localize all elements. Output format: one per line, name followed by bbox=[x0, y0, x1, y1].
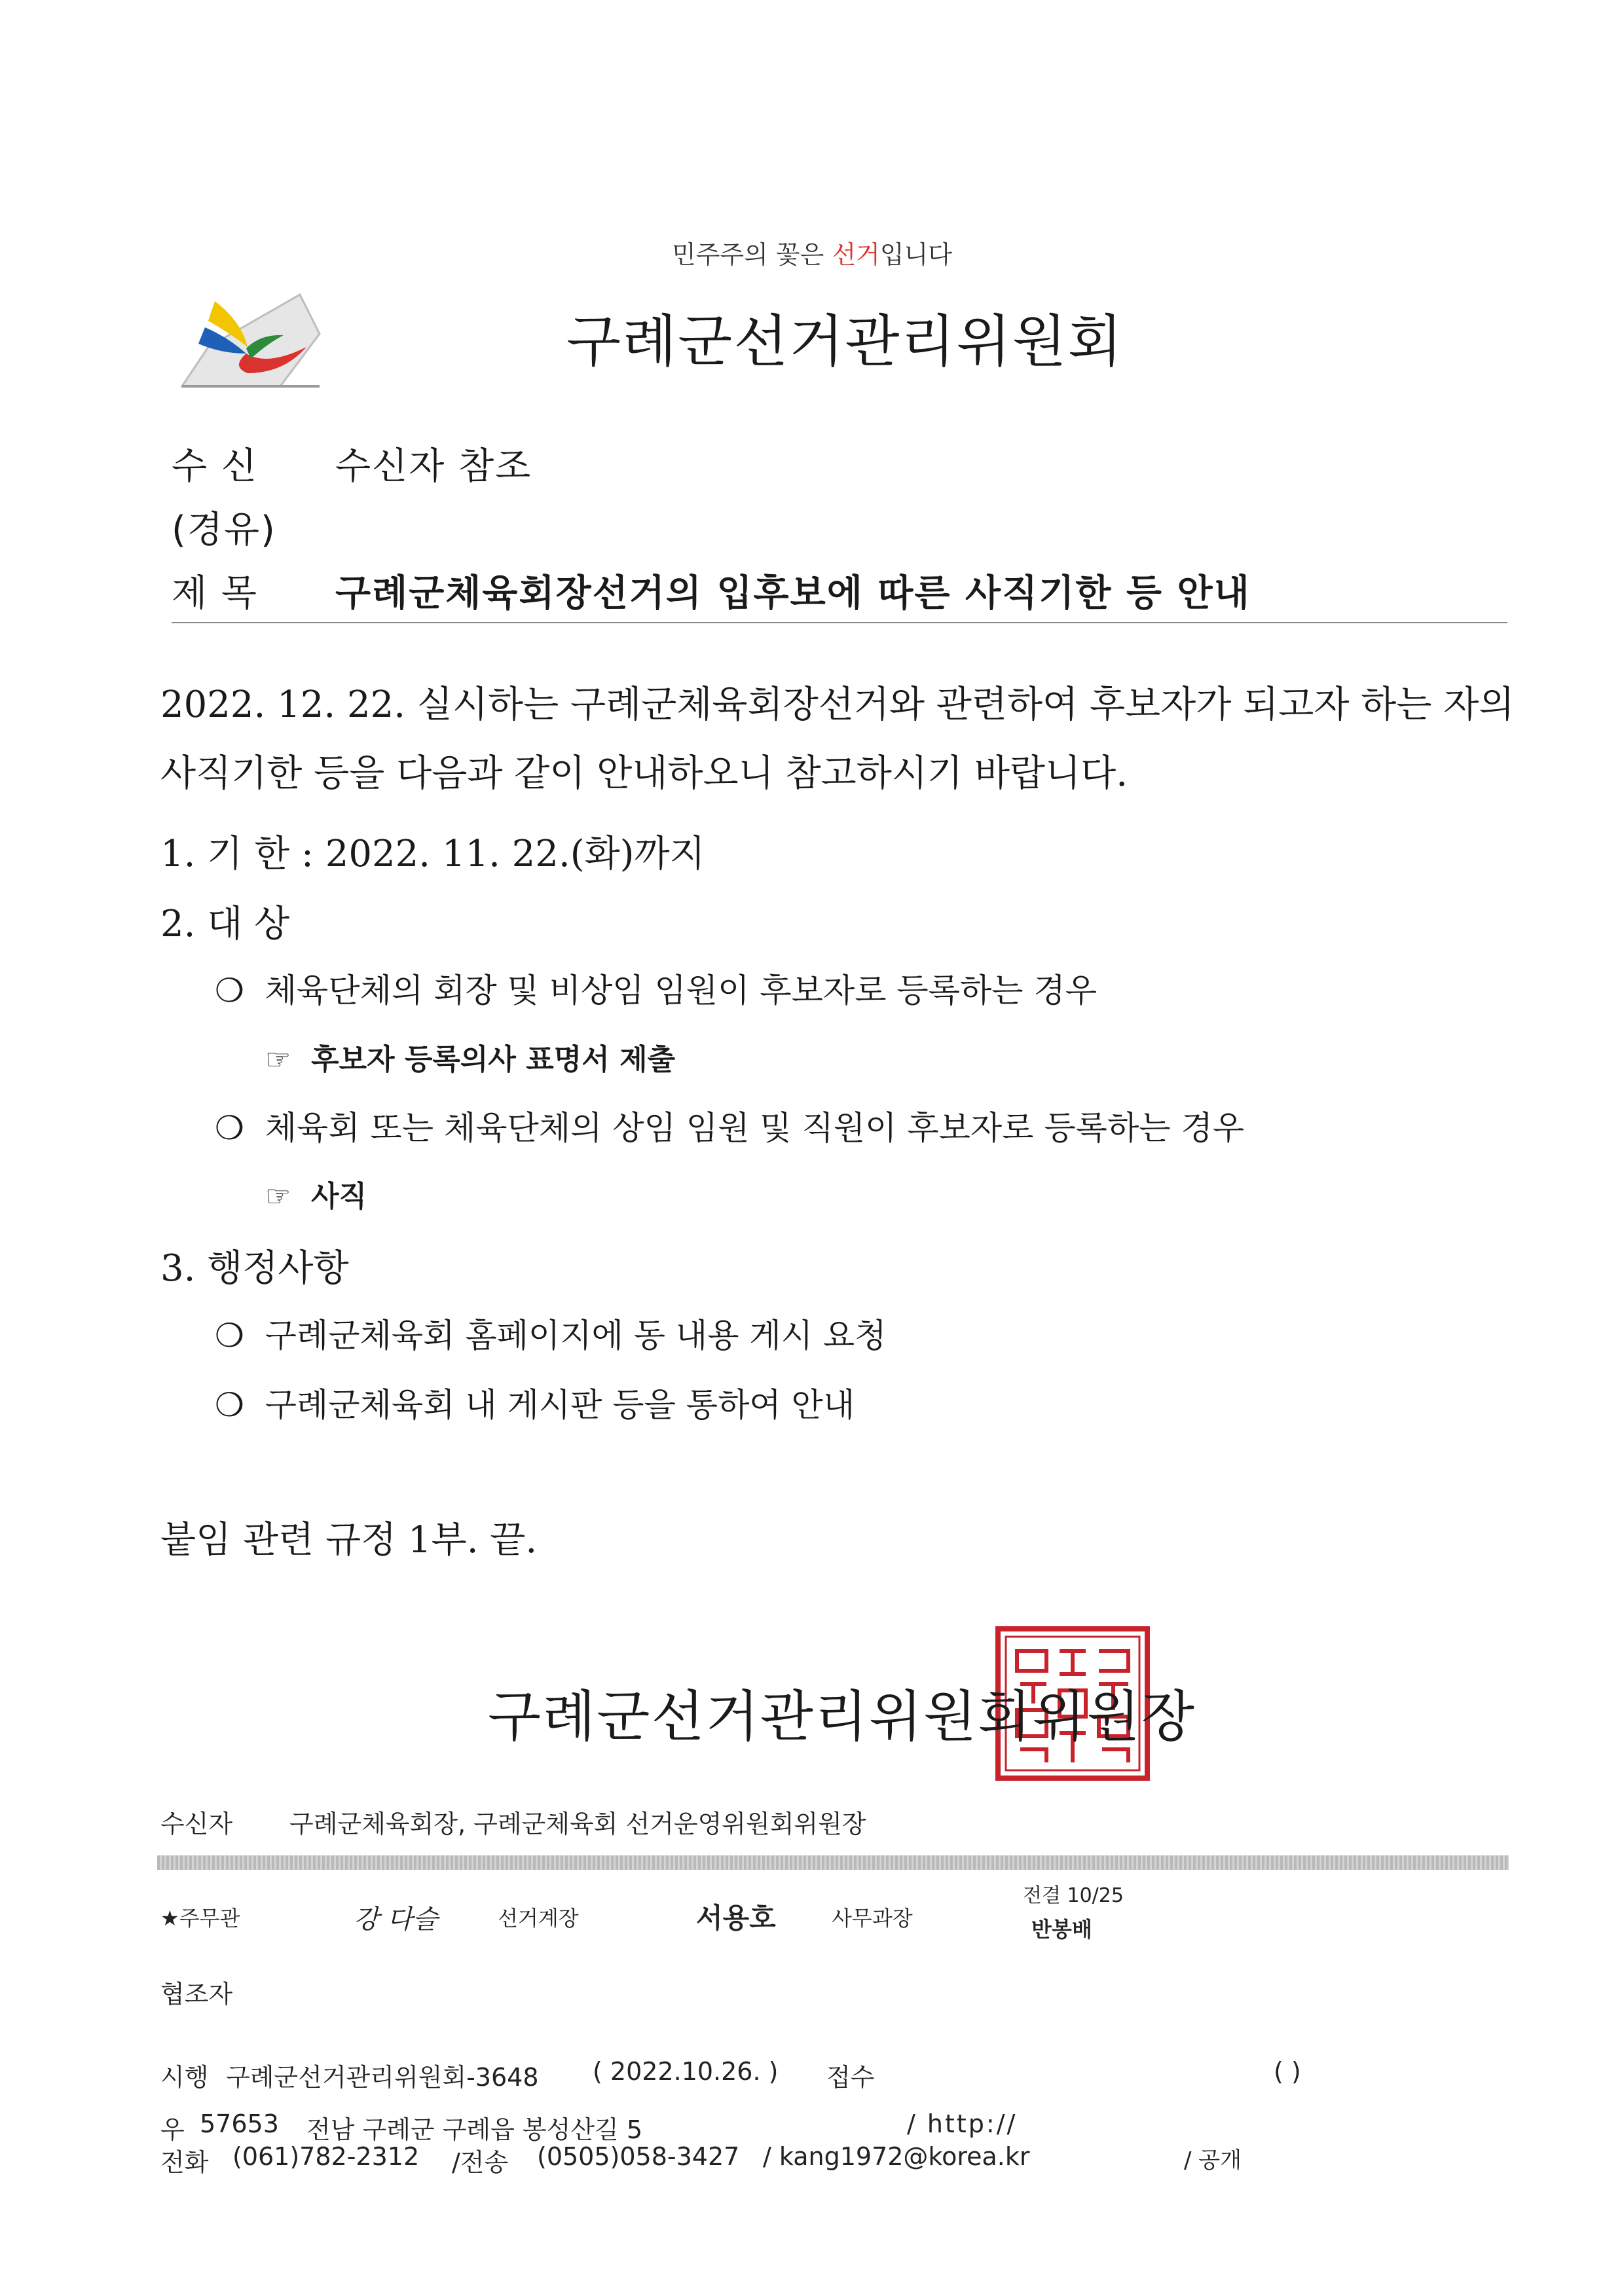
item-2-bullet-1-text: 체육단체의 회장 및 비상임 임원이 후보자로 등록하는 경우 bbox=[265, 972, 1098, 1010]
tel-label: 전화 bbox=[160, 2148, 209, 2177]
recipient-label: 수 신 bbox=[172, 445, 258, 488]
slogan-prefix: 민주주의 꽃은 bbox=[672, 240, 832, 269]
subject-value: 구례군체육회장선거의 입후보에 따른 사직기한 등 안내 bbox=[335, 572, 1251, 615]
fax-number: (0505)058-3427 bbox=[537, 2142, 740, 2171]
email: / kang1972@korea.kr bbox=[763, 2142, 1030, 2171]
item-2-point-2 bbox=[265, 1173, 367, 1214]
bullet-circle-icon: ❍ bbox=[215, 1317, 244, 1355]
footer-divider-band bbox=[157, 1855, 1509, 1870]
address: 전남 구례군 구례읍 봉성산길 5 bbox=[306, 2115, 642, 2144]
zip-code: 57653 bbox=[200, 2109, 279, 2138]
final-approval-note: 전결 10/25 bbox=[1023, 1884, 1124, 1907]
election-commission-logo-icon bbox=[169, 275, 333, 393]
intro-line-2: 사직기한 등을 다음과 같이 안내하오니 참고하시기 바랍니다. bbox=[160, 752, 1128, 795]
slogan bbox=[0, 234, 1624, 270]
item-2-point-2-text: 사직 bbox=[311, 1180, 367, 1213]
homepage: / http:// bbox=[907, 2109, 1018, 2138]
tel-number: (061)782-2312 bbox=[232, 2142, 420, 2171]
receipt-field: ( ) bbox=[1274, 2057, 1301, 2086]
enforce-number: 구례군선거관리위원회-3648 bbox=[226, 2063, 539, 2092]
item-3-label: 3. 행정사항 bbox=[160, 1247, 349, 1290]
item-3-bullet-2-text: 구례군체육회 내 게시판 등을 통하여 안내 bbox=[265, 1386, 855, 1424]
pointing-hand-icon: ☞ bbox=[265, 1180, 291, 1213]
item-1-value: 2022. 11. 22.(화)까지 bbox=[325, 833, 705, 875]
enforce-date: ( 2022.10.26. ) bbox=[593, 2057, 779, 2086]
recipients-value: 구례군체육회장, 구례군체육회 선거운영위원회위원장 bbox=[289, 1810, 866, 1838]
disclosure: / 공개 bbox=[1184, 2147, 1242, 2174]
item-2-bullet-1 bbox=[215, 964, 1097, 1011]
enforce-label: 시행 bbox=[160, 2063, 209, 2092]
recipients-label: 수신자 bbox=[160, 1810, 233, 1838]
recipient-value: 수신자 참조 bbox=[335, 445, 532, 488]
item-2-point-1-text: 후보자 등록의사 표명서 제출 bbox=[311, 1043, 676, 1076]
item-1-label: 1. 기 한 : bbox=[160, 833, 325, 875]
director-name: 반봉배 bbox=[1031, 1917, 1092, 1942]
intro-line-1: 2022. 12. 22. 실시하는 구례군체육회장선거와 관련하여 후보자가 되고자 하는 자의 bbox=[160, 683, 1515, 726]
drafter-signature: 강 다슬 bbox=[354, 1904, 438, 1935]
slogan-suffix: 입니다 bbox=[879, 240, 952, 269]
bullet-circle-icon: ❍ bbox=[215, 1386, 244, 1424]
subject-label: 제 목 bbox=[172, 572, 258, 615]
zip-label: 우 bbox=[160, 2115, 185, 2144]
org-title: 구례군선거관리위원회 bbox=[566, 309, 1124, 374]
fax-label: /전송 bbox=[452, 2148, 509, 2177]
item-3-bullet-1-text: 구례군체육회 홈페이지에 동 내용 게시 요청 bbox=[265, 1317, 887, 1355]
chief-name: 서용호 bbox=[696, 1902, 776, 1934]
item-3-bullet-1 bbox=[215, 1309, 887, 1357]
item-2-bullet-2-text: 체육회 또는 체육단체의 상임 임원 및 직원이 후보자로 등록하는 경우 bbox=[265, 1109, 1245, 1147]
bullet-circle-icon: ❍ bbox=[215, 1109, 244, 1147]
director-label: 사무과장 bbox=[832, 1906, 913, 1931]
pointing-hand-icon: ☞ bbox=[265, 1043, 291, 1076]
item-2-bullet-2 bbox=[215, 1102, 1244, 1149]
drafter-label: ★주무관 bbox=[160, 1906, 240, 1931]
item-3-bullet-2 bbox=[215, 1379, 855, 1426]
chief-label: 선거계장 bbox=[498, 1906, 579, 1931]
header-divider bbox=[172, 622, 1507, 623]
item-2-label: 2. 대 상 bbox=[160, 903, 290, 945]
receipt-label: 접수 bbox=[826, 2063, 875, 2092]
sender-title: 구례군선거관리위원회위원장 bbox=[488, 1685, 1196, 1749]
cooperator-label: 협조자 bbox=[160, 1980, 233, 2009]
via-label: (경유) bbox=[172, 509, 276, 551]
attachment-note: 붙임 관련 규정 1부. 끝. bbox=[160, 1519, 538, 1561]
bullet-circle-icon: ❍ bbox=[215, 972, 244, 1010]
item-1 bbox=[160, 825, 705, 877]
slogan-highlight: 선거 bbox=[832, 240, 880, 269]
item-2-point-1 bbox=[265, 1036, 675, 1078]
